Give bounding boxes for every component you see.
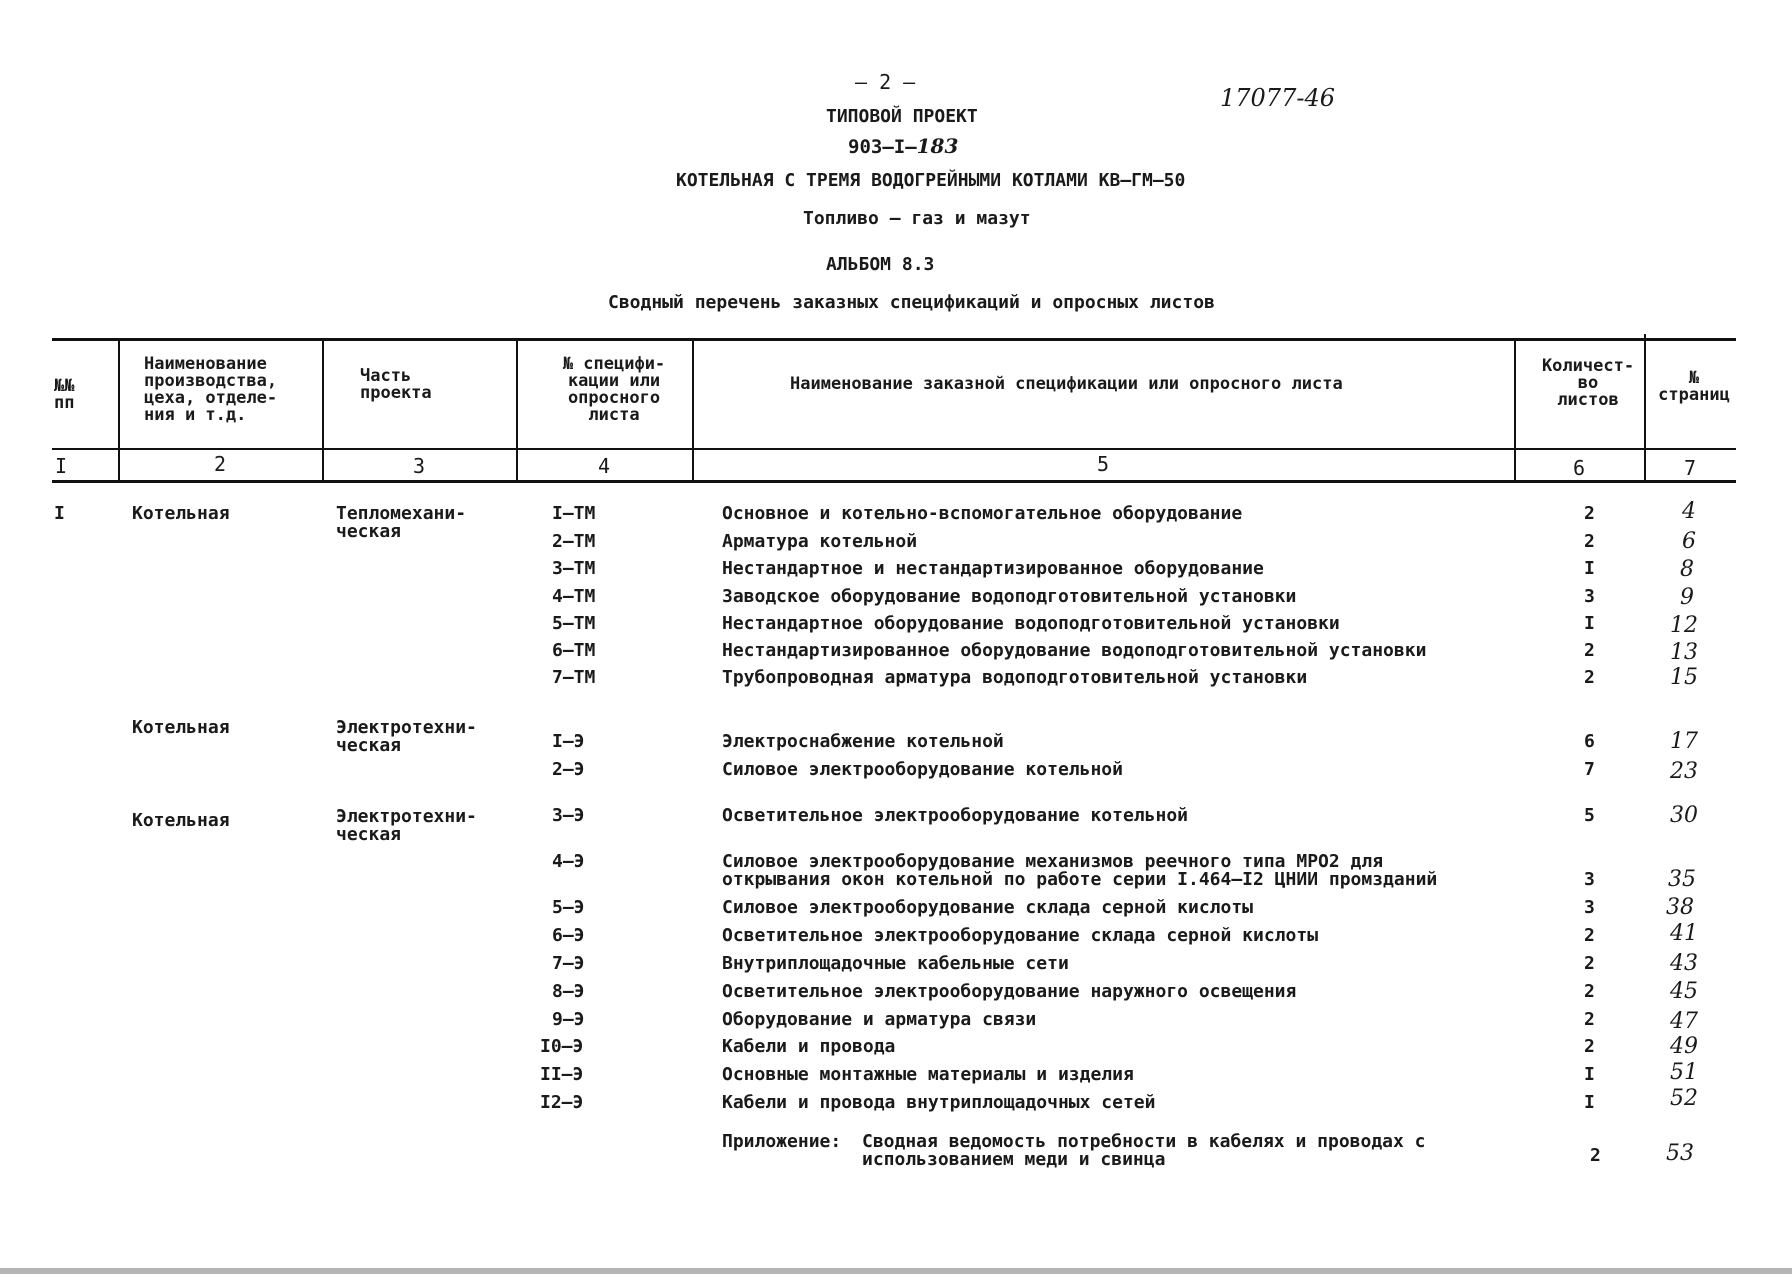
table-row (0, 615, 1792, 637)
header-col-2: Наименование производства, цеха, отделе- ния и т.д. (144, 354, 278, 425)
table-row (0, 529, 1792, 555)
row-page: 43 (1670, 951, 1698, 976)
row-sheets: 5 (1584, 805, 1595, 826)
row-sheets: I (1584, 613, 1595, 634)
appendix-label: Приложение: (722, 1131, 842, 1152)
row-spec: 9–Э (552, 1009, 585, 1030)
page-number: – 2 – (855, 70, 916, 94)
row-spec: 5–Э (552, 897, 585, 918)
row-sheets: 3 (1584, 869, 1595, 890)
row-page: 6 (1682, 529, 1696, 554)
table-top-border (52, 338, 1736, 341)
row-spec: 7–ТМ (552, 667, 596, 688)
appendix-page: 53 (1666, 1141, 1694, 1166)
row-sheets: 2 (1584, 667, 1595, 688)
row-name: Осветительное электрооборудование наружного освещения (722, 981, 1297, 1002)
group-1-production: Котельная (132, 503, 230, 524)
header-col-6: Количест- во листов (1541, 356, 1635, 410)
table-row (0, 499, 1792, 527)
table-row (0, 1034, 1792, 1060)
row-name: Электроснабжение котельной (722, 731, 1004, 752)
row-name: Основное и котельно-вспомогательное оборудование (722, 503, 1243, 524)
row-spec: 3–Э (552, 805, 585, 826)
table-row (0, 642, 1792, 664)
group-1-part: Тепломехани- ческая (336, 503, 467, 542)
column-numbers-bottom-border (52, 480, 1736, 483)
document-title: КОТЕЛЬНАЯ С ТРЕМЯ ВОДОГРЕЙНЫМИ КОТЛАМИ КВ–ГМ–50 (676, 170, 1186, 191)
header-col-1: №№ пп (54, 376, 75, 413)
row-name: Нестандартное оборудование водоподготовительной установки (722, 613, 1340, 634)
project-code-handwritten: 183 (916, 134, 959, 158)
row-name: Осветительное электрооборудование котельной (722, 805, 1188, 826)
table-row (0, 979, 1792, 1005)
group-2-part: Электротехни- ческая (336, 717, 477, 756)
fuel-line: Топливо – газ и мазут (803, 208, 1031, 229)
group-3-production: Котельная (132, 810, 230, 831)
row-spec: I2–Э (540, 1092, 584, 1113)
row-name: Основные монтажные материалы и изделия (722, 1064, 1134, 1085)
table-row (0, 761, 1792, 783)
table-row (0, 853, 1792, 893)
appendix-row (0, 1133, 1792, 1177)
row-spec: 4–ТМ (552, 586, 596, 607)
table-row (0, 729, 1792, 755)
row-page: 49 (1670, 1034, 1698, 1059)
header-col-5: Наименование заказной спецификации или опросного листа (790, 374, 1343, 394)
row-page: 47 (1670, 1009, 1698, 1034)
doc-type: ТИПОВОЙ ПРОЕКТ (826, 106, 978, 127)
row-spec: 2–ТМ (552, 531, 596, 552)
row-page: 51 (1670, 1060, 1698, 1085)
table-row (0, 665, 1792, 691)
table-row (0, 921, 1792, 949)
row-sheets: 2 (1584, 531, 1595, 552)
appendix-sheets: 2 (1590, 1145, 1601, 1166)
row-spec: 8–Э (552, 981, 585, 1002)
row-name: Силовое электрооборудование склада серной кислоты (722, 897, 1254, 918)
project-code (848, 134, 958, 158)
table-row (0, 585, 1792, 610)
project-code-printed: 903–I– (848, 136, 917, 158)
row-page: 9 (1680, 585, 1694, 610)
row-spec: 6–Э (552, 925, 585, 946)
row-sheets: I (1584, 1064, 1595, 1085)
row-name: Нестандартное и нестандартизированное оборудование (722, 558, 1264, 579)
handwritten-number: 17077-46 (1220, 84, 1335, 112)
row-sheets: 2 (1584, 1036, 1595, 1057)
row-spec: 2–Э (552, 759, 585, 780)
row-name: Оборудование и арматура связи (722, 1009, 1037, 1030)
column-number-5: 5 (1096, 452, 1110, 476)
header-bottom-border (52, 448, 1736, 450)
row-name: Силовое электрооборудование котельной (722, 759, 1123, 780)
row-sheets: 2 (1584, 503, 1595, 524)
row-spec: I–ТМ (552, 503, 596, 524)
scan-bottom-edge (0, 1268, 1792, 1274)
row-spec: 7–Э (552, 953, 585, 974)
row-sheets: 3 (1584, 897, 1595, 918)
row-page: 35 (1668, 867, 1696, 892)
document-subtitle: Сводный перечень заказных спецификаций и опросных листов (608, 292, 1215, 313)
appendix-text: Сводная ведомость потребности в кабелях и проводах с использованием меди и свинца (862, 1131, 1426, 1170)
album-label: АЛЬБОМ 8.3 (826, 254, 935, 275)
column-number-1: I (54, 454, 68, 478)
row-name: Внутриплощадочные кабельные сети (722, 953, 1069, 974)
row-spec: 6–ТМ (552, 640, 596, 661)
column-number-7: 7 (1683, 456, 1697, 480)
row-sheets: 2 (1584, 1009, 1595, 1030)
column-number-6: 6 (1572, 456, 1586, 480)
row-spec: II–Э (540, 1064, 584, 1085)
row-spec: I–Э (552, 731, 585, 752)
row-page: 23 (1670, 759, 1698, 784)
row-name: Арматура котельной (722, 531, 918, 552)
column-number-4: 4 (597, 454, 611, 478)
table-row (0, 1060, 1792, 1088)
table-row (0, 895, 1792, 921)
row-spec: I0–Э (540, 1036, 584, 1057)
row-sheets: 7 (1584, 759, 1595, 780)
row-name: Трубопроводная арматура водоподготовительной установки (722, 667, 1308, 688)
header-col-7: № страниц (1658, 370, 1730, 404)
table-row (0, 1011, 1792, 1033)
row-sheets: 3 (1584, 586, 1595, 607)
row-name: Нестандартизированное оборудование водоподготовительной установки (722, 640, 1427, 661)
column-number-2: 2 (213, 452, 227, 476)
table-row (0, 557, 1792, 582)
group-2-production: Котельная (132, 717, 230, 738)
table-row (0, 803, 1792, 829)
row-name: Кабели и провода внутриплощадочных сетей (722, 1092, 1156, 1113)
header-col-3: Часть проекта (360, 366, 432, 403)
row-page: 13 (1670, 640, 1698, 665)
row-sheets: 2 (1584, 925, 1595, 946)
row-sheets: 2 (1584, 953, 1595, 974)
row-page: 52 (1670, 1086, 1698, 1111)
row-sheets: 2 (1584, 981, 1595, 1002)
row-sheets: I (1584, 558, 1595, 579)
row-page: 45 (1670, 979, 1698, 1004)
row-page: 12 (1670, 613, 1698, 638)
row-spec: 3–ТМ (552, 558, 596, 579)
row-sheets: 6 (1584, 731, 1595, 752)
row-page: 8 (1680, 557, 1694, 582)
row-sheets: 2 (1584, 640, 1595, 661)
row-name: Осветительное электрооборудование склада серной кислоты (722, 925, 1319, 946)
row-page: 17 (1670, 729, 1698, 754)
group-3-part: Электротехни- ческая (336, 806, 477, 845)
row-spec: 4–Э (552, 851, 585, 872)
row-page: 38 (1666, 895, 1694, 920)
row-sheets: I (1584, 1092, 1595, 1113)
row-page: 41 (1670, 921, 1698, 946)
table-row (0, 1086, 1792, 1116)
row-page: 15 (1670, 665, 1698, 690)
row-name: Заводское оборудование водоподготовительной установки (722, 586, 1297, 607)
table-row (0, 951, 1792, 977)
group-1-number: I (54, 503, 65, 524)
row-name: Кабели и провода (722, 1036, 896, 1057)
column-number-3: 3 (412, 454, 426, 478)
row-page: 4 (1682, 499, 1696, 524)
row-page: 30 (1670, 803, 1698, 828)
header-col-4: № специфи- кации или опросного листа (562, 354, 666, 425)
row-name: Силовое электрооборудование механизмов реечного типа МРО2 для открывания окон котельной по работе серии I.464–I2 ЦНИИ промзданий (722, 851, 1438, 890)
row-spec: 5–ТМ (552, 613, 596, 634)
